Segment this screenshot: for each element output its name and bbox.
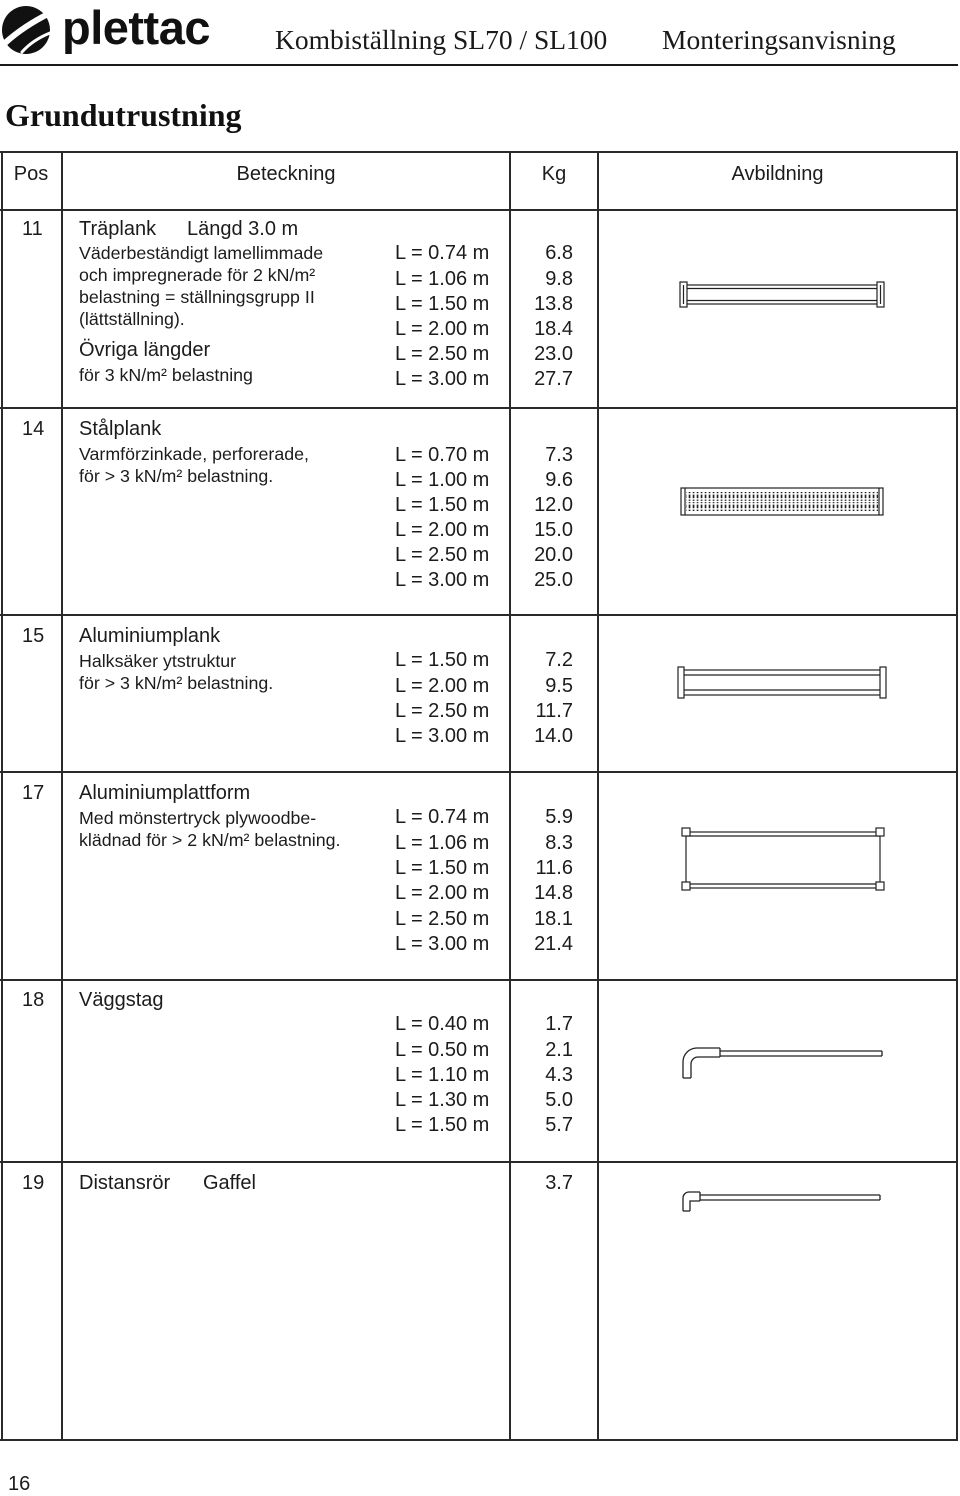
length-list: [395, 805, 490, 956]
description-line: och impregnerade för 2 kN/m²: [79, 265, 316, 285]
weight-value: 18.1: [534, 907, 573, 930]
weight-list: [493, 241, 573, 391]
table-border-left: [1, 151, 3, 1441]
length-value: L = 2.00 m: [395, 882, 490, 905]
length-value: L = 3.00 m: [395, 368, 490, 391]
description-line: Varmförzinkade, perforerade,: [79, 444, 309, 464]
length-value: L = 1.50 m: [395, 857, 490, 880]
item-name: Aluminiumplattform: [79, 782, 251, 804]
length-value: L = 1.50 m: [395, 493, 490, 516]
weight-value: 2.1: [545, 1038, 573, 1061]
item-name: Träplank: [79, 218, 157, 240]
length-value: L = 1.50 m: [395, 292, 490, 315]
table-row-divider: [0, 979, 958, 981]
row-pos: 18: [22, 989, 45, 1011]
length-value: L = 1.30 m: [395, 1089, 490, 1112]
description-line: Med mönstertryck plywoodbe-: [79, 808, 317, 828]
weight-value: 20.0: [534, 543, 573, 566]
weight-value: 23.0: [534, 343, 573, 366]
table-row-divider: [0, 1161, 958, 1163]
weight-value: 5.7: [545, 1114, 573, 1137]
weight-value: 11.6: [535, 857, 573, 880]
weight-value: 13.8: [534, 292, 573, 315]
length-value: L = 2.50 m: [395, 907, 490, 930]
note-heading: Övriga längder: [79, 339, 211, 361]
weight-value: 5.9: [545, 806, 573, 829]
item-name: Stålplank: [79, 418, 162, 440]
length-value: L = 1.50 m: [395, 649, 490, 672]
weight-value: 9.5: [545, 674, 573, 697]
length-value: L = 1.50 m: [395, 1114, 490, 1137]
weight-value: 1.7: [545, 1013, 573, 1036]
length-list: [395, 443, 490, 591]
row-pos: 17: [22, 782, 45, 804]
length-value: L = 1.06 m: [395, 831, 490, 854]
weight-value: 12.0: [534, 493, 573, 516]
logo-wordmark: plettac: [62, 1, 210, 54]
item-name: Väggstag: [79, 989, 164, 1011]
description-line: Väderbeständigt lamellimmade: [79, 243, 324, 263]
length-value: L = 2.00 m: [395, 518, 490, 541]
weight-list: [493, 443, 573, 591]
description-line: (lättställning).: [79, 309, 185, 329]
item-description: [79, 242, 324, 329]
weight-value: 14.0: [534, 724, 573, 747]
weight-value: 7.2: [545, 649, 573, 672]
weight-value: 7.3: [545, 443, 573, 466]
weight-value: 27.7: [534, 368, 573, 391]
weight-value: 4.3: [545, 1063, 573, 1086]
length-value: L = 3.00 m: [395, 933, 490, 956]
weight-value: 6.8: [545, 242, 573, 265]
perforated-steel-plank-illustration-icon: [676, 484, 888, 520]
item-description: [79, 443, 309, 486]
aluminium-plank-illustration-icon: [674, 664, 890, 702]
length-value: L = 3.00 m: [395, 568, 490, 591]
table-border-right: [956, 151, 958, 1441]
table-row-divider: [0, 771, 958, 773]
product-name: Kombiställning SL70 / SL100: [275, 24, 608, 55]
length-value: L = 2.00 m: [395, 674, 490, 697]
length-value: L = 1.10 m: [395, 1063, 490, 1086]
table-rule-bottom: [0, 1439, 958, 1441]
aluminium-platform-illustration-icon: [678, 824, 888, 892]
length-value: L = 1.06 m: [395, 267, 490, 290]
item-description: [79, 650, 274, 693]
weight-value: 5.0: [545, 1089, 573, 1112]
weight-value: 9.6: [545, 468, 573, 491]
length-value: L = 0.74 m: [395, 806, 490, 829]
item-name-note: Längd 3.0 m: [187, 218, 299, 240]
page-title: Grundutrustning: [5, 97, 242, 133]
length-value: L = 0.40 m: [395, 1013, 490, 1036]
description-line: för > 3 kN/m² belastning.: [79, 673, 274, 693]
item-name: Distansrör: [79, 1172, 171, 1194]
description-line: Halksäker ytstruktur: [79, 651, 237, 671]
length-value: L = 0.70 m: [395, 443, 490, 466]
wall-tie-hook-illustration-icon: [678, 1044, 888, 1082]
length-value: L = 3.00 m: [395, 724, 490, 747]
weight-list: [493, 648, 573, 747]
table-rule-top: [0, 151, 958, 153]
weight-value: 8.3: [545, 831, 573, 854]
column-header-pos: Pos: [13, 163, 49, 185]
description-line: belastning = ställningsgrupp II: [79, 287, 315, 307]
description-line: klädnad för > 2 kN/m² belastning.: [79, 830, 341, 850]
header-rule: [0, 64, 958, 66]
length-value: L = 0.74 m: [395, 242, 490, 265]
table-rule-header: [0, 209, 958, 211]
row-pos: 14: [22, 418, 45, 440]
plettac-logo-mark-icon: [0, 3, 56, 57]
row-pos: 15: [22, 625, 45, 647]
weight-value: 14.8: [534, 882, 573, 905]
row-pos: 11: [22, 218, 43, 240]
weight-value: 15.0: [534, 518, 573, 541]
length-value: L = 2.50 m: [395, 343, 490, 366]
weight-value: 11.7: [535, 699, 573, 722]
length-value: L = 2.50 m: [395, 699, 490, 722]
note-text: för 3 kN/m² belastning: [79, 365, 253, 385]
table-row-divider: [0, 614, 958, 616]
weight-value: 9.8: [545, 267, 573, 290]
table-row-divider: [0, 407, 958, 409]
description-line: för > 3 kN/m² belastning.: [79, 466, 274, 486]
column-header-kg: Kg: [541, 163, 567, 185]
length-value: L = 1.00 m: [395, 468, 490, 491]
column-header-designation: Beteckning: [236, 163, 336, 185]
weight-list: [493, 805, 573, 956]
weight-value: 21.4: [534, 933, 573, 956]
distance-tube-fork-illustration-icon: [678, 1188, 888, 1216]
weight-value: 3.7: [545, 1172, 573, 1194]
length-list: [395, 1012, 490, 1137]
item-description: [79, 807, 341, 850]
weight-value: 25.0: [534, 568, 573, 591]
column-divider: [61, 151, 63, 1441]
length-value: L = 0.50 m: [395, 1038, 490, 1061]
row-pos: 19: [22, 1172, 45, 1194]
wooden-plank-illustration-icon: [676, 278, 888, 312]
page-number: 16: [8, 1473, 31, 1495]
length-list: [395, 241, 490, 391]
item-name-note: Gaffel: [203, 1172, 256, 1194]
length-value: L = 2.00 m: [395, 317, 490, 340]
column-divider: [597, 151, 599, 1441]
length-value: L = 2.50 m: [395, 543, 490, 566]
weight-value: 18.4: [534, 317, 573, 340]
document-type: Monteringsanvisning: [662, 24, 896, 55]
weight-list: [493, 1012, 573, 1137]
length-list: [395, 648, 490, 747]
column-header-illustration: Avbildning: [731, 163, 824, 185]
item-name: Aluminiumplank: [79, 625, 221, 647]
